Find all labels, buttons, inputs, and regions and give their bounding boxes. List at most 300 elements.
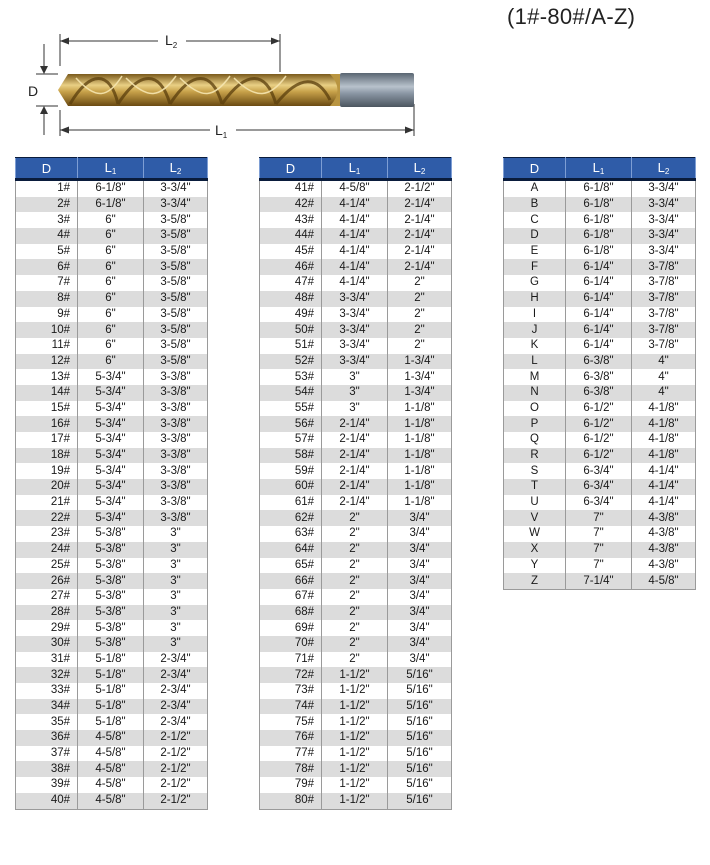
flute-length-cell: 3-7/8" xyxy=(632,275,696,291)
overall-length-cell: 6" xyxy=(78,354,144,370)
flute-length-cell: 3-3/8" xyxy=(144,463,208,479)
header-d: D xyxy=(16,158,78,180)
table-row xyxy=(504,307,696,323)
overall-length-cell: 5-3/4" xyxy=(78,510,144,526)
size-cell: 67# xyxy=(260,589,322,605)
size-cell: 28# xyxy=(16,605,78,621)
size-cell: 40# xyxy=(16,793,78,809)
size-cell: H xyxy=(504,291,566,307)
size-cell: T xyxy=(504,479,566,495)
size-cell: 68# xyxy=(260,605,322,621)
overall-length-cell: 3-3/4" xyxy=(322,338,388,354)
overall-length-cell: 6" xyxy=(78,244,144,260)
table-row xyxy=(16,652,208,668)
overall-length-cell: 6-1/8" xyxy=(78,197,144,213)
flute-length-cell: 4-3/8" xyxy=(632,558,696,574)
table-row xyxy=(260,197,452,213)
flute-length-cell: 1-1/8" xyxy=(388,479,452,495)
table-row xyxy=(16,338,208,354)
table-row xyxy=(260,432,452,448)
flute-length-cell: 3-3/4" xyxy=(144,197,208,213)
size-cell: 17# xyxy=(16,432,78,448)
size-cell: 29# xyxy=(16,620,78,636)
flute-length-cell: 1-1/8" xyxy=(388,495,452,511)
size-cell: 35# xyxy=(16,714,78,730)
table-row xyxy=(260,275,452,291)
size-cell: 30# xyxy=(16,636,78,652)
table-row xyxy=(260,761,452,777)
table-row xyxy=(260,244,452,260)
table-row xyxy=(16,542,208,558)
size-cell: L xyxy=(504,354,566,370)
overall-length-cell: 2-1/4" xyxy=(322,479,388,495)
flute-length-cell: 3/4" xyxy=(388,620,452,636)
table-body xyxy=(16,180,208,810)
table-row xyxy=(260,636,452,652)
flute-length-cell: 3-5/8" xyxy=(144,244,208,260)
table-row xyxy=(16,354,208,370)
size-cell: 78# xyxy=(260,761,322,777)
size-cell: O xyxy=(504,401,566,417)
size-cell: S xyxy=(504,463,566,479)
overall-length-cell: 5-3/8" xyxy=(78,605,144,621)
size-cell: 27# xyxy=(16,589,78,605)
overall-length-cell: 2" xyxy=(322,636,388,652)
table-row xyxy=(260,510,452,526)
table-row xyxy=(16,369,208,385)
table-row xyxy=(16,244,208,260)
size-cell: 77# xyxy=(260,746,322,762)
header-l1: $L_1$ xyxy=(566,158,632,180)
overall-length-cell: 5-3/8" xyxy=(78,636,144,652)
overall-length-cell: 2" xyxy=(322,589,388,605)
size-cell: 65# xyxy=(260,558,322,574)
table-row xyxy=(16,589,208,605)
overall-length-cell: 5-3/8" xyxy=(78,526,144,542)
flute-length-cell: 4" xyxy=(632,369,696,385)
size-cell: 7# xyxy=(16,275,78,291)
flute-length-cell: 3-7/8" xyxy=(632,259,696,275)
overall-length-cell: 1-1/2" xyxy=(322,761,388,777)
overall-length-cell: 6" xyxy=(78,259,144,275)
flute-length-cell: 3-5/8" xyxy=(144,322,208,338)
flute-length-cell: 3/4" xyxy=(388,605,452,621)
flute-length-cell: 3" xyxy=(144,620,208,636)
flute-length-cell: 4-3/8" xyxy=(632,526,696,542)
size-cell: E xyxy=(504,244,566,260)
flute-length-cell: 3" xyxy=(144,526,208,542)
size-cell: 56# xyxy=(260,416,322,432)
overall-length-cell: 5-1/8" xyxy=(78,714,144,730)
table-row xyxy=(16,620,208,636)
size-cell: B xyxy=(504,197,566,213)
flute-length-cell: 4-1/4" xyxy=(632,479,696,495)
overall-length-cell: 4-5/8" xyxy=(78,793,144,809)
flute-length-cell: 2-1/2" xyxy=(144,746,208,762)
overall-length-cell: 6-3/8" xyxy=(566,354,632,370)
flute-length-cell: 2" xyxy=(388,307,452,323)
flute-length-cell: 2" xyxy=(388,322,452,338)
size-cell: 14# xyxy=(16,385,78,401)
overall-length-cell: 2-1/4" xyxy=(322,495,388,511)
overall-length-cell: 4-5/8" xyxy=(78,777,144,793)
size-cell: W xyxy=(504,526,566,542)
flute-length-cell: 5/16" xyxy=(388,793,452,809)
overall-length-cell: 6" xyxy=(78,291,144,307)
size-cell: 19# xyxy=(16,463,78,479)
overall-length-cell: 6-3/8" xyxy=(566,385,632,401)
overall-length-cell: 5-1/8" xyxy=(78,652,144,668)
header-l1: $L_1$ xyxy=(322,158,388,180)
table-row xyxy=(260,793,452,809)
size-cell: U xyxy=(504,495,566,511)
size-cell: 21# xyxy=(16,495,78,511)
flute-length-cell: 4-1/4" xyxy=(632,495,696,511)
size-cell: 74# xyxy=(260,699,322,715)
table-row xyxy=(16,793,208,809)
overall-length-cell: 7" xyxy=(566,526,632,542)
flute-length-cell: 3-7/8" xyxy=(632,322,696,338)
table-row xyxy=(504,228,696,244)
table-row xyxy=(16,636,208,652)
size-cell: 54# xyxy=(260,385,322,401)
table-row xyxy=(260,338,452,354)
table-row xyxy=(16,573,208,589)
flute-length-cell: 3" xyxy=(144,636,208,652)
overall-length-cell: 5-3/8" xyxy=(78,589,144,605)
table-row xyxy=(16,275,208,291)
overall-length-cell: 5-1/8" xyxy=(78,683,144,699)
overall-length-cell: 6" xyxy=(78,212,144,228)
header-l1: $L_1$ xyxy=(78,158,144,180)
overall-length-cell: 2-1/4" xyxy=(322,416,388,432)
flute-length-cell: 2-3/4" xyxy=(144,683,208,699)
size-cell: 45# xyxy=(260,244,322,260)
overall-length-cell: 6" xyxy=(78,338,144,354)
table-row xyxy=(16,228,208,244)
size-cell: 44# xyxy=(260,228,322,244)
table-row xyxy=(260,605,452,621)
overall-length-cell: 5-3/4" xyxy=(78,495,144,511)
size-cell: 3# xyxy=(16,212,78,228)
flute-length-cell: 2-3/4" xyxy=(144,652,208,668)
size-cell: 36# xyxy=(16,730,78,746)
table-row xyxy=(260,180,452,197)
table-row xyxy=(16,495,208,511)
size-cell: 58# xyxy=(260,448,322,464)
overall-length-cell: 1-1/2" xyxy=(322,699,388,715)
size-cell: 80# xyxy=(260,793,322,809)
table-row xyxy=(16,212,208,228)
table-row xyxy=(504,495,696,511)
flute-length-cell: 5/16" xyxy=(388,699,452,715)
overall-length-cell: 2" xyxy=(322,558,388,574)
overall-length-cell: 6-1/8" xyxy=(78,180,144,197)
flute-length-cell: 3-7/8" xyxy=(632,291,696,307)
table-row xyxy=(504,510,696,526)
overall-length-cell: 5-1/8" xyxy=(78,699,144,715)
flute-length-cell: 5/16" xyxy=(388,730,452,746)
flute-length-cell: 3/4" xyxy=(388,589,452,605)
table-row xyxy=(504,354,696,370)
header-d: D xyxy=(260,158,322,180)
flute-length-cell: 2-1/2" xyxy=(144,777,208,793)
flute-length-cell: 4-1/4" xyxy=(632,463,696,479)
flute-length-cell: 1-1/8" xyxy=(388,448,452,464)
header-l2: $L_2$ xyxy=(144,158,208,180)
table-row xyxy=(504,542,696,558)
flute-length-cell: 3/4" xyxy=(388,542,452,558)
flute-length-cell: 3" xyxy=(144,558,208,574)
flute-length-cell: 3-3/8" xyxy=(144,448,208,464)
size-cell: V xyxy=(504,510,566,526)
table-row xyxy=(260,730,452,746)
flute-length-cell: 5/16" xyxy=(388,714,452,730)
size-cell: Y xyxy=(504,558,566,574)
table-row xyxy=(260,683,452,699)
size-cell: 79# xyxy=(260,777,322,793)
size-cell: X xyxy=(504,542,566,558)
table-row xyxy=(504,448,696,464)
flute-length-cell: 5/16" xyxy=(388,761,452,777)
flute-length-cell: 3/4" xyxy=(388,510,452,526)
size-cell: 76# xyxy=(260,730,322,746)
flute-length-cell: 3-3/4" xyxy=(632,244,696,260)
flute-length-cell: 1-3/4" xyxy=(388,385,452,401)
flute-length-cell: 3-5/8" xyxy=(144,338,208,354)
size-cell: F xyxy=(504,259,566,275)
table-row xyxy=(16,259,208,275)
table-body xyxy=(260,180,452,810)
size-cell: 34# xyxy=(16,699,78,715)
flute-length-cell: 3-3/8" xyxy=(144,369,208,385)
size-cell: 70# xyxy=(260,636,322,652)
size-cell: 46# xyxy=(260,259,322,275)
overall-length-cell: 5-3/4" xyxy=(78,448,144,464)
overall-length-cell: 6-1/8" xyxy=(566,197,632,213)
flute-length-cell: 3-3/8" xyxy=(144,479,208,495)
size-cell: 41# xyxy=(260,180,322,197)
table-row xyxy=(16,448,208,464)
flute-length-cell: 3-3/8" xyxy=(144,495,208,511)
overall-length-cell: 2-1/4" xyxy=(322,448,388,464)
table-row xyxy=(16,746,208,762)
size-cell: 48# xyxy=(260,291,322,307)
flute-length-cell: 3" xyxy=(144,542,208,558)
flute-length-cell: 5/16" xyxy=(388,683,452,699)
table-row xyxy=(504,416,696,432)
table-row xyxy=(260,589,452,605)
drill-bit-diagram xyxy=(0,0,500,150)
overall-length-cell: 5-3/4" xyxy=(78,463,144,479)
table-row xyxy=(16,416,208,432)
flute-length-cell: 3-5/8" xyxy=(144,212,208,228)
size-cell: A xyxy=(504,180,566,197)
size-cell: 23# xyxy=(16,526,78,542)
flute-length-cell: 4-1/8" xyxy=(632,448,696,464)
table-row xyxy=(260,714,452,730)
table-row xyxy=(504,369,696,385)
size-cell: 32# xyxy=(16,667,78,683)
overall-length-cell: 5-3/4" xyxy=(78,479,144,495)
size-cell: 11# xyxy=(16,338,78,354)
size-cell: 53# xyxy=(260,369,322,385)
table-row xyxy=(504,291,696,307)
flute-length-cell: 3" xyxy=(144,605,208,621)
overall-length-cell: 6-1/8" xyxy=(566,244,632,260)
table-header-row xyxy=(504,158,696,180)
overall-length-cell: 5-3/8" xyxy=(78,542,144,558)
overall-length-cell: 1-1/2" xyxy=(322,777,388,793)
table-row xyxy=(260,667,452,683)
overall-length-cell: 5-1/8" xyxy=(78,667,144,683)
table-row xyxy=(504,432,696,448)
overall-length-cell: 2" xyxy=(322,526,388,542)
table-row xyxy=(260,542,452,558)
flute-length-cell: 2-1/4" xyxy=(388,197,452,213)
overall-length-cell: 6-1/4" xyxy=(566,291,632,307)
l2-dimension-label: $L_2$ xyxy=(165,32,178,50)
overall-length-cell: 6-3/8" xyxy=(566,369,632,385)
size-cell: 51# xyxy=(260,338,322,354)
overall-length-cell: 1-1/2" xyxy=(322,730,388,746)
table-row xyxy=(260,699,452,715)
flute-length-cell: 3" xyxy=(144,589,208,605)
table-row xyxy=(260,558,452,574)
table-row xyxy=(16,714,208,730)
size-cell: 49# xyxy=(260,307,322,323)
table-row xyxy=(16,322,208,338)
table-row xyxy=(260,401,452,417)
overall-length-cell: 3-3/4" xyxy=(322,322,388,338)
flute-length-cell: 2-1/4" xyxy=(388,259,452,275)
overall-length-cell: 5-3/8" xyxy=(78,558,144,574)
size-cell: 63# xyxy=(260,526,322,542)
flute-length-cell: 3-5/8" xyxy=(144,275,208,291)
overall-length-cell: 3" xyxy=(322,385,388,401)
size-cell: 16# xyxy=(16,416,78,432)
flute-length-cell: 4-1/8" xyxy=(632,432,696,448)
table-row xyxy=(16,463,208,479)
overall-length-cell: 6-1/4" xyxy=(566,338,632,354)
flute-length-cell: 2-1/2" xyxy=(144,761,208,777)
size-cell: 39# xyxy=(16,777,78,793)
overall-length-cell: 2-1/4" xyxy=(322,432,388,448)
flute-length-cell: 2-1/2" xyxy=(144,730,208,746)
overall-length-cell: 7-1/4" xyxy=(566,573,632,589)
table-row xyxy=(260,354,452,370)
table-row xyxy=(16,699,208,715)
size-cell: G xyxy=(504,275,566,291)
table-row xyxy=(260,746,452,762)
size-cell: 55# xyxy=(260,401,322,417)
table-row xyxy=(16,432,208,448)
table-row xyxy=(16,401,208,417)
drill-bit xyxy=(58,73,414,107)
table-row xyxy=(260,479,452,495)
overall-length-cell: 1-1/2" xyxy=(322,793,388,809)
size-cell: 66# xyxy=(260,573,322,589)
size-cell: 73# xyxy=(260,683,322,699)
overall-length-cell: 2" xyxy=(322,573,388,589)
size-cell: M xyxy=(504,369,566,385)
size-range-title: (1#-80#/A-Z) xyxy=(507,4,636,29)
size-cell: 50# xyxy=(260,322,322,338)
overall-length-cell: 4-5/8" xyxy=(322,180,388,197)
overall-length-cell: 6-1/4" xyxy=(566,259,632,275)
table-header-row xyxy=(260,158,452,180)
overall-length-cell: 6-3/4" xyxy=(566,479,632,495)
overall-length-cell: 4-1/4" xyxy=(322,212,388,228)
table-row xyxy=(16,510,208,526)
flute-length-cell: 1-3/4" xyxy=(388,354,452,370)
size-cell: 22# xyxy=(16,510,78,526)
overall-length-cell: 4-5/8" xyxy=(78,746,144,762)
flute-length-cell: 1-1/8" xyxy=(388,432,452,448)
overall-length-cell: 2" xyxy=(322,542,388,558)
overall-length-cell: 2" xyxy=(322,652,388,668)
size-cell: 31# xyxy=(16,652,78,668)
table-row xyxy=(16,558,208,574)
flute-length-cell: 4-5/8" xyxy=(632,573,696,589)
l1-dimension-label: $L_1$ xyxy=(215,122,228,140)
flute-length-cell: 2-1/4" xyxy=(388,212,452,228)
table-row xyxy=(504,463,696,479)
table-row xyxy=(16,479,208,495)
table-row xyxy=(504,558,696,574)
table-row xyxy=(16,730,208,746)
overall-length-cell: 2" xyxy=(322,510,388,526)
flute-length-cell: 2-3/4" xyxy=(144,667,208,683)
flute-length-cell: 3-7/8" xyxy=(632,307,696,323)
table-row xyxy=(260,652,452,668)
flute-length-cell: 3-5/8" xyxy=(144,291,208,307)
table-row xyxy=(504,401,696,417)
size-cell: 33# xyxy=(16,683,78,699)
table-row xyxy=(16,197,208,213)
overall-length-cell: 4-1/4" xyxy=(322,228,388,244)
size-cell: 4# xyxy=(16,228,78,244)
flute-length-cell: 3-5/8" xyxy=(144,228,208,244)
table-row xyxy=(260,777,452,793)
overall-length-cell: 4-1/4" xyxy=(322,197,388,213)
overall-length-cell: 1-1/2" xyxy=(322,683,388,699)
table-row xyxy=(260,307,452,323)
table-row xyxy=(16,605,208,621)
overall-length-cell: 6-1/8" xyxy=(566,212,632,228)
flute-length-cell: 3-3/8" xyxy=(144,432,208,448)
size-cell: 37# xyxy=(16,746,78,762)
table-row xyxy=(260,448,452,464)
overall-length-cell: 6-1/2" xyxy=(566,401,632,417)
size-cell: I xyxy=(504,307,566,323)
table-row xyxy=(504,526,696,542)
flute-length-cell: 3/4" xyxy=(388,526,452,542)
flute-length-cell: 4-3/8" xyxy=(632,510,696,526)
flute-length-cell: 3/4" xyxy=(388,652,452,668)
overall-length-cell: 6-1/2" xyxy=(566,416,632,432)
flute-length-cell: 2" xyxy=(388,275,452,291)
overall-length-cell: 7" xyxy=(566,510,632,526)
table-row xyxy=(16,180,208,197)
flute-length-cell: 4" xyxy=(632,354,696,370)
overall-length-cell: 2" xyxy=(322,605,388,621)
size-cell: 59# xyxy=(260,463,322,479)
overall-length-cell: 4-1/4" xyxy=(322,275,388,291)
overall-length-cell: 1-1/2" xyxy=(322,714,388,730)
flute-length-cell: 3-3/8" xyxy=(144,510,208,526)
overall-length-cell: 7" xyxy=(566,542,632,558)
